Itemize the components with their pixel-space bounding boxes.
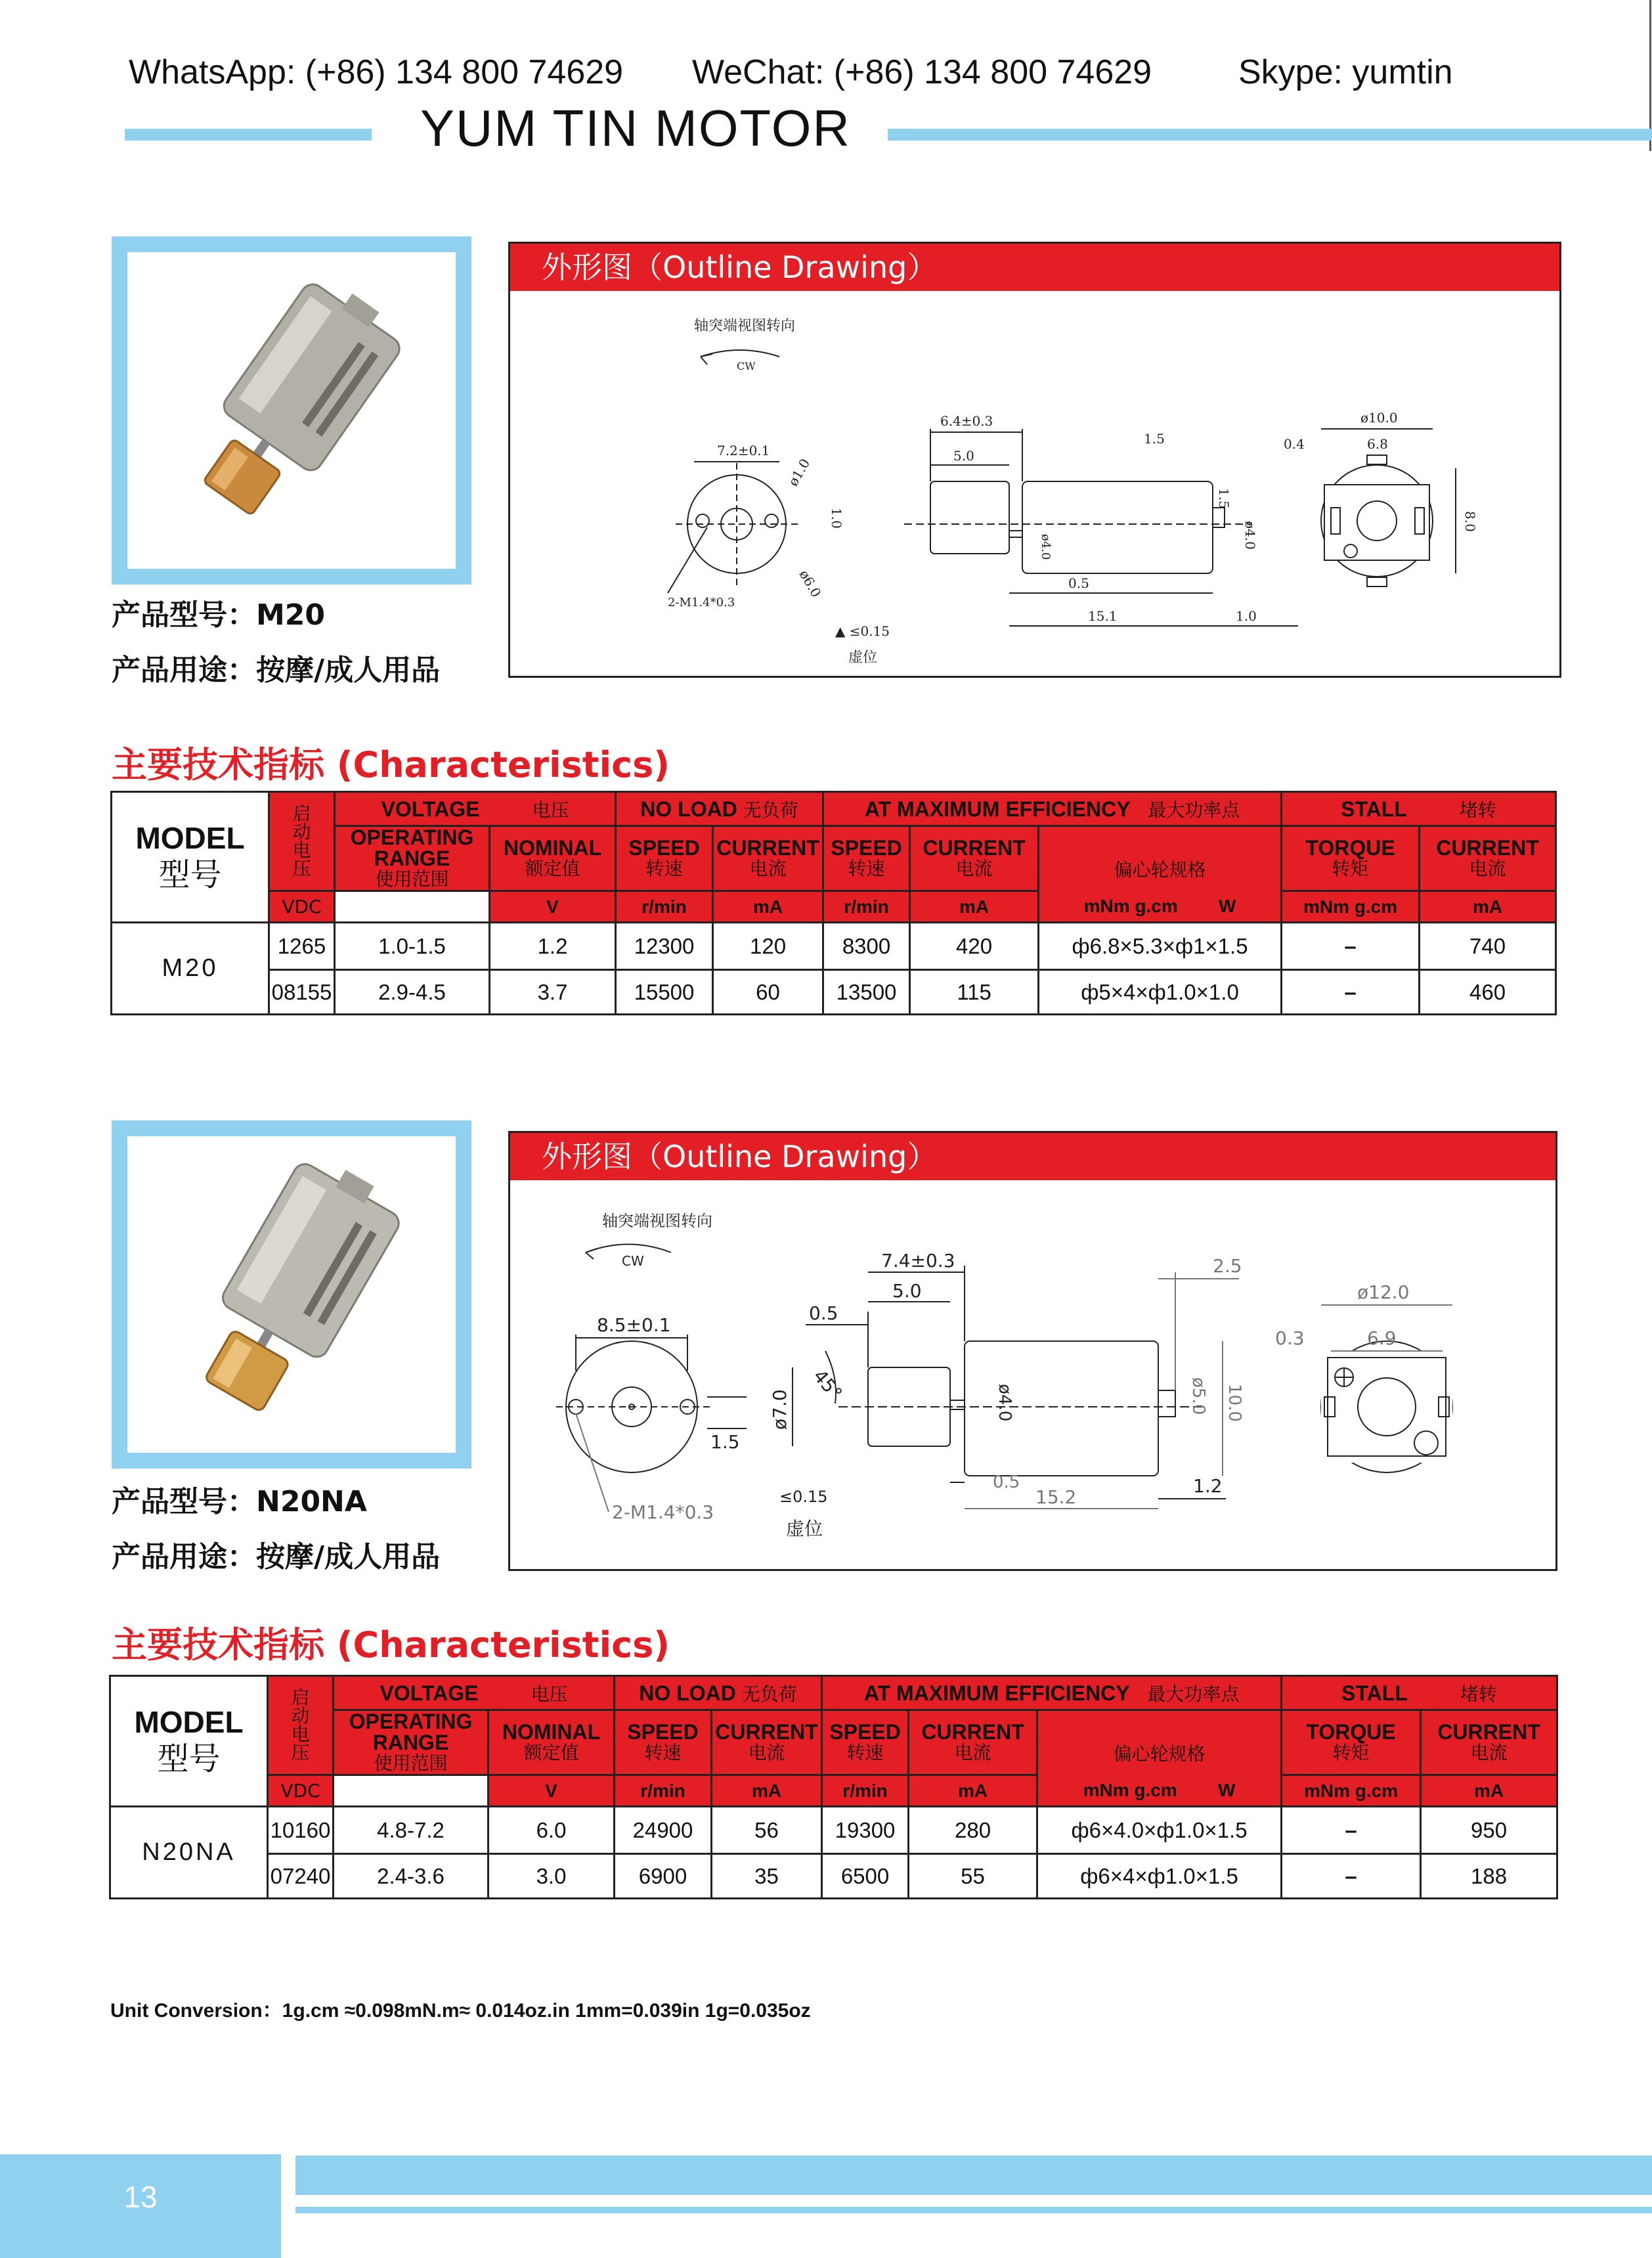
whatsapp-contact[interactable]: WhatsApp: (+86) 134 800 74629 [129,53,624,91]
skype-contact[interactable]: Skype: yumtin [1238,53,1453,91]
svg-text:15.2: 15.2 [1035,1486,1077,1508]
no-load-header: NO LOAD 无负荷 [615,1676,822,1710]
svg-text:ø6.0: ø6.0 [796,567,825,600]
start-voltage-header: 启动电压 [269,792,335,891]
unit-conversion: Unit Conversion：1g.cm ≈0.098mN.m≈ 0.014oz.in 1mm=0.039in 1g=0.035oz [110,2000,811,2022]
outline-drawing-panel [508,242,1561,678]
header-bar-left [125,129,372,141]
svg-text:1.5: 1.5 [710,1431,740,1453]
svg-text:5.0: 5.0 [953,448,974,464]
svg-text:ø1.0: ø1.0 [785,456,814,489]
model-value: M20 [112,923,269,1015]
brand-title: YUM TIN MOTOR [420,99,851,157]
characteristics-title: 主要技术指标 (Characteristics) [112,744,670,786]
svg-text:2-M1.4*0.3: 2-M1.4*0.3 [668,596,735,609]
svg-text:ø4.0: ø4.0 [1039,534,1053,560]
stall-header: STALL 堵转 [1282,1676,1557,1710]
svg-text:ø4.0: ø4.0 [1242,521,1258,550]
svg-text:1.0: 1.0 [1236,608,1257,624]
outline-drawing-panel [508,1131,1557,1571]
svg-text:15.1: 15.1 [1088,608,1118,624]
table-row: M20 1265 1.0-1.5 1.2 12300 120 8300 420 ф6.8×5.3×ф1×1.5 – 740 [112,923,1556,970]
svg-text:10.0: 10.0 [1225,1384,1244,1422]
svg-text:6.4±0.3: 6.4±0.3 [940,413,993,429]
product-usage-line: 产品用途：按摩/成人用品 [112,653,441,687]
svg-text:1.5: 1.5 [1144,431,1165,447]
product-photo-frame [112,236,471,585]
model-header: MODEL 型号 [112,792,269,923]
svg-text:1.5: 1.5 [1216,488,1232,509]
product-model-line: 产品型号：M20 [112,598,326,632]
model-value: N20NA [110,1807,268,1899]
svg-text:≤0.15: ≤0.15 [779,1488,828,1506]
svg-text:0.5: 0.5 [809,1302,838,1324]
footer-bar-thin [295,2207,1652,2213]
stall-header: STALL 堵转 [1282,792,1556,826]
svg-text:▲ ≤0.15: ▲ ≤0.15 [835,623,890,639]
model-header: MODEL 型号 [110,1676,268,1807]
product-photo-frame [112,1120,471,1469]
svg-text:ø12.0: ø12.0 [1357,1281,1410,1303]
product-model-line: 产品型号：N20NA [112,1485,367,1518]
svg-text:7.2±0.1: 7.2±0.1 [717,443,770,458]
wechat-contact[interactable]: WeChat: (+86) 134 800 74629 [692,53,1152,91]
svg-text:ø4.0: ø4.0 [995,1384,1014,1422]
svg-text:ø5.0: ø5.0 [1188,1377,1208,1415]
svg-text:ø10.0: ø10.0 [1360,410,1398,426]
max-efficiency-header: AT MAXIMUM EFFICIENCY 最大功率点 [823,792,1282,826]
svg-text:5.0: 5.0 [892,1280,922,1302]
svg-text:2.5: 2.5 [1213,1255,1242,1277]
rotation-label: 轴突端视图转向 [694,318,796,334]
table-row: N20NA 10160 4.8-7.2 6.0 24900 56 19300 280 ф6×4.0×ф1.0×1.5 – 950 [110,1807,1557,1854]
voltage-header: VOLTAGE 电压 [334,1676,615,1710]
svg-text:6.9: 6.9 [1367,1327,1397,1349]
product-usage-line: 产品用途：按摩/成人用品 [112,1540,441,1574]
svg-text:6.8: 6.8 [1367,436,1388,452]
svg-text:2-M1.4*0.3: 2-M1.4*0.3 [612,1501,714,1523]
start-voltage-header: 启动电压 [268,1676,334,1775]
svg-text:CW: CW [622,1253,644,1269]
outline-drawing-title: 外形图（Outline Drawing） [510,244,1559,291]
voltage-header: VOLTAGE 电压 [335,792,616,826]
svg-text:0.5: 0.5 [993,1472,1020,1492]
svg-text:8.5±0.1: 8.5±0.1 [597,1314,671,1336]
svg-text:虚位: 虚位 [848,650,878,666]
table-row: 07240 2.4-3.6 3.0 6900 35 6500 55 ф6×4×ф1.0×1.5 – 188 [110,1854,1557,1899]
svg-text:1.0: 1.0 [829,508,844,529]
footer-bar [295,2156,1652,2195]
product-photo [127,1136,456,1453]
page-number: 13 [123,2180,158,2214]
no-load-header: NO LOAD 无负荷 [616,792,823,826]
characteristics-title: 主要技术指标 (Characteristics) [112,1624,670,1666]
outline-drawing-title: 外形图（Outline Drawing） [510,1133,1555,1180]
svg-text:ø7.0: ø7.0 [769,1389,791,1430]
svg-text:0.5: 0.5 [1068,575,1089,591]
spec-table: MODEL 型号 启动电压 VOLTAGE 电压 NO LOAD 无负荷 AT MAXIMUM EFFICIENCY 最大功率点 STALL 堵转 OPERATING RANGE 使用范围 NOMINAL 额定值 SPEED 转速 CURRENT 电流 SPEED 转速 CURRENT 电流 偏心轮规格 TORQUE 转矩 CURRENT 电流 VDC V r/min mA r/min mA mNm g.cm W mNm g.cm mA N20NA 10160 4.8-7.2 6.0 24900 56 19300 280 ф6×4.0×ф1.0×1.5 – 950 07240 2.4-3.6 3.0 6900 35 6500 55 ф6×4×ф1.0×1.5 – 188 [109,1675,1558,1899]
svg-text:1.2: 1.2 [1193,1475,1223,1497]
max-efficiency-header: AT MAXIMUM EFFICIENCY 最大功率点 [822,1676,1282,1710]
svg-text:虚位: 虚位 [786,1518,823,1539]
svg-text:45°: 45° [808,1365,847,1405]
svg-text:0.4: 0.4 [1284,436,1305,452]
svg-text:轴突端视图转向: 轴突端视图转向 [602,1212,712,1230]
header-bar-right [888,129,1652,141]
svg-text:7.4±0.3: 7.4±0.3 [881,1250,955,1272]
spec-table: MODEL 型号 启动电压 VOLTAGE 电压 NO LOAD 无负荷 AT MAXIMUM EFFICIENCY 最大功率点 STALL 堵转 OPERATING RANGE 使用范围 NOMINAL 额定值 SPEED 转速 CURRENT 电流 SPEED 转速 CURRENT 电流 偏心轮规格 TORQUE 转矩 CURRENT 电流 VDC V r/min mA r/min mA mNm g.cm W mNm g.cm mA M20 1265 1.0-1.5 1.2 12300 120 8300 420 ф6.8×5.3×ф1×1.5 – 740 08155 2.9-4.5 3.7 15500 60 13500 115 ф5×4×ф1.0×1.0 – 460 [110,791,1557,1015]
svg-text:8.0: 8.0 [1462,511,1478,532]
svg-text:0.3: 0.3 [1275,1327,1305,1349]
product-photo [127,252,456,569]
table-row: 08155 2.9-4.5 3.7 15500 60 13500 115 ф5×4×ф1.0×1.0 – 460 [112,970,1556,1015]
svg-text:CW: CW [737,360,756,372]
